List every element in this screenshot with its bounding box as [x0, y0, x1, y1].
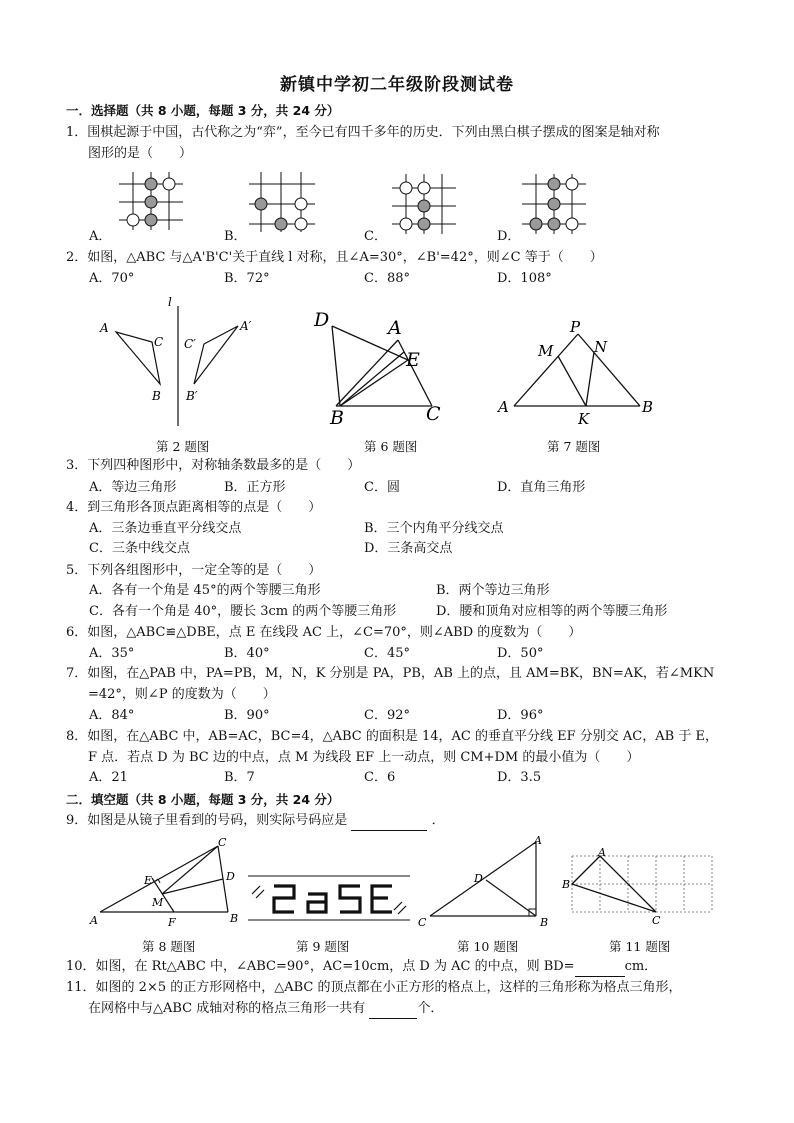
q2-option-c[interactable]: C．88° — [364, 271, 410, 286]
q1-option-a[interactable]: A． — [89, 229, 112, 244]
f10-label-c: C — [418, 916, 427, 929]
q3-option-c[interactable]: C．圆 — [364, 480, 400, 495]
f10-label-d: D — [474, 872, 483, 885]
q4-option-a[interactable]: A．三条边垂直平分线交点 — [89, 521, 242, 536]
caption-fig-9: 第 9 题图 — [296, 939, 350, 954]
q7-option-c[interactable]: C．92° — [364, 708, 410, 723]
caption-fig-10: 第 10 题图 — [457, 939, 519, 954]
q7-text-2: =42°，则∠P 的度数为（ ） — [88, 687, 276, 702]
f7-label-m: M — [538, 342, 554, 360]
caption-fig-7: 第 7 题图 — [547, 439, 601, 454]
q7-option-b[interactable]: B．90° — [224, 708, 270, 723]
q8-option-c[interactable]: C．6 — [364, 770, 396, 785]
f8-label-e: E — [144, 874, 153, 887]
go-board-b — [249, 172, 319, 232]
q5-option-c[interactable]: C．各有一个角是 40°，腰长 3cm 的两个等腰三角形 — [89, 604, 397, 619]
q2-text: 2．如图，△ABC 与△A'B'C'关于直线 l 对称，且∠A=30°，∠B'=42°，则∠C 等于（ ） — [66, 250, 603, 265]
f8-label-d: D — [226, 870, 235, 883]
f8-label-f: F — [168, 916, 176, 929]
f8-label-b: B — [230, 912, 239, 925]
q9-end: ． — [431, 813, 445, 828]
q10-end: cm． — [624, 959, 658, 974]
f6-label-a: A — [388, 317, 402, 339]
f2-label-a: A — [100, 321, 109, 335]
q11-text-1: 11．如图的 2×5 的正方形网格中，△ABC 的顶点都在小正方形的格点上，这样的三角形称为格点三角形， — [66, 980, 682, 995]
f10-label-a: A — [534, 834, 542, 847]
f6-label-d: D — [314, 309, 330, 331]
f6-label-e: E — [406, 349, 420, 371]
f2-label-b1: B′ — [186, 389, 198, 403]
f8-label-a: A — [90, 914, 98, 927]
q4-option-d[interactable]: D．三条高交点 — [364, 541, 453, 556]
f7-label-b: B — [642, 398, 654, 416]
q9-answer-blank[interactable] — [351, 812, 427, 831]
f6-label-b: B — [330, 407, 344, 429]
f2-label-c1: C′ — [184, 337, 196, 351]
q4-option-c[interactable]: C．三条中线交点 — [89, 541, 190, 556]
f8-label-c: C — [218, 836, 227, 849]
f6-label-c: C — [426, 403, 441, 425]
q2-option-d[interactable]: D．108° — [497, 271, 552, 286]
f2-label-a1: A′ — [240, 319, 252, 333]
f7-label-k: K — [578, 410, 590, 428]
page-title: 新镇中学初二年级阶段测试卷 — [280, 75, 514, 95]
caption-fig-8: 第 8 题图 — [142, 939, 196, 954]
figure-2 — [90, 292, 270, 432]
caption-fig-2: 第 2 题图 — [156, 439, 210, 454]
f11-label-c: C — [652, 914, 661, 927]
q11-text-2 — [88, 1000, 443, 1019]
q1-option-c[interactable]: C． — [364, 229, 387, 244]
q1-option-b[interactable]: B． — [224, 229, 247, 244]
q3-option-d[interactable]: D．直角三角形 — [497, 480, 586, 495]
q8-option-b[interactable]: B．7 — [224, 770, 255, 785]
q7-text-1: 7．如图，在△PAB 中，PA=PB，M，N，K 分别是 PA，PB，AB 上的点，且 AM=BK，BN=AK，若∠MKN — [66, 666, 715, 681]
figure-7 — [496, 316, 666, 428]
q5-text: 5．下列各组图形中，一定全等的是（ ） — [66, 563, 322, 578]
q4-option-b[interactable]: B．三个内角平分线交点 — [364, 521, 504, 536]
q1-text-2: 图形的是（ ） — [88, 146, 193, 161]
q7-option-a[interactable]: A．84° — [89, 708, 135, 723]
f11-label-a: A — [598, 846, 606, 859]
q11-question: 在网格中与△ABC 成轴对称的格点三角形一共有 — [88, 1001, 366, 1016]
q5-option-d[interactable]: D．腰和顶角对应相等的两个等腰三角形 — [436, 604, 668, 619]
go-board-d — [520, 172, 590, 234]
q8-option-d[interactable]: D．3.5 — [497, 770, 542, 785]
q1-text-1: 1．围棋起源于中国，古代称之为“弈”，至今已有四千多年的历史．下列由黑白棋子摆成的图案是轴对称 — [66, 125, 660, 140]
q6-option-d[interactable]: D．50° — [497, 646, 544, 661]
q6-text: 6．如图，△ABC≌△DBE，点 E 在线段 AC 上，∠C=70°，则∠ABD 的度数为（ ） — [66, 625, 582, 640]
figure-11 — [560, 846, 720, 928]
q6-option-c[interactable]: C．45° — [364, 646, 410, 661]
q3-text: 3．下列四种图形中，对称轴条数最多的是（ ） — [66, 458, 361, 473]
q3-option-b[interactable]: B．正方形 — [224, 480, 286, 495]
q7-option-d[interactable]: D．96° — [497, 708, 544, 723]
q10-text — [66, 958, 657, 977]
q6-option-a[interactable]: A．35° — [89, 646, 135, 661]
q11-answer-blank[interactable] — [369, 1000, 417, 1019]
q1-option-d[interactable]: D． — [497, 229, 521, 244]
f7-label-a: A — [498, 398, 509, 416]
q8-text-2: F 点．若点 D 为 BC 边的中点，点 M 为线段 EF 上一动点，则 CM+DM 的最小值为（ ） — [88, 750, 640, 765]
f2-label-b: B — [152, 389, 161, 403]
q5-option-a[interactable]: A．各有一个角是 45°的两个等腰三角形 — [89, 583, 321, 598]
caption-fig-6: 第 6 题图 — [364, 439, 418, 454]
f11-label-b: B — [562, 878, 571, 891]
f2-label-c: C — [154, 335, 164, 349]
f10-label-b: B — [540, 916, 549, 929]
q6-option-b[interactable]: B．40° — [224, 646, 270, 661]
q2-option-b[interactable]: B．72° — [224, 271, 270, 286]
q9-question: 9．如图是从镜子里看到的号码，则实际号码应是 — [66, 813, 348, 828]
section-fill-blank: 二．填空题（共 8 小题，每题 3 分，共 24 分） — [66, 792, 340, 807]
go-board-c — [390, 172, 460, 234]
figure-9 — [248, 868, 412, 926]
figure-6 — [310, 304, 450, 429]
caption-fig-11: 第 11 题图 — [609, 939, 671, 954]
q10-answer-blank[interactable] — [575, 958, 625, 977]
q11-end: 个． — [417, 1001, 444, 1016]
f2-label-l: l — [168, 295, 172, 309]
q5-option-b[interactable]: B．两个等边三角形 — [436, 583, 550, 598]
f7-label-p: P — [570, 318, 581, 336]
f7-label-n: N — [594, 338, 608, 356]
go-board-a — [117, 170, 187, 230]
q8-text-1: 8．如图，在△ABC 中，AB=AC，BC=4，△ABC 的面积是 14，AC 的垂直平分线 EF 分别交 AC，AB 于 E， — [66, 729, 718, 744]
f8-label-m: M — [152, 896, 164, 909]
q10-question: 10．如图，在 Rt△ABC 中，∠ABC=90°，AC=10cm，点 D 为 AC 的中点，则 BD= — [66, 959, 575, 974]
q4-text: 4．到三角形各顶点距离相等的点是（ ） — [66, 500, 322, 515]
section-choice: 一．选择题（共 8 小题，每题 3 分，共 24 分） — [66, 103, 340, 118]
q9-text — [66, 812, 445, 831]
q2-option-a[interactable]: A．70° — [89, 271, 135, 286]
q3-option-a[interactable]: A．等边三角形 — [89, 480, 177, 495]
q8-option-a[interactable]: A．21 — [89, 770, 128, 785]
figure-8 — [88, 834, 248, 934]
figure-10 — [416, 832, 552, 934]
